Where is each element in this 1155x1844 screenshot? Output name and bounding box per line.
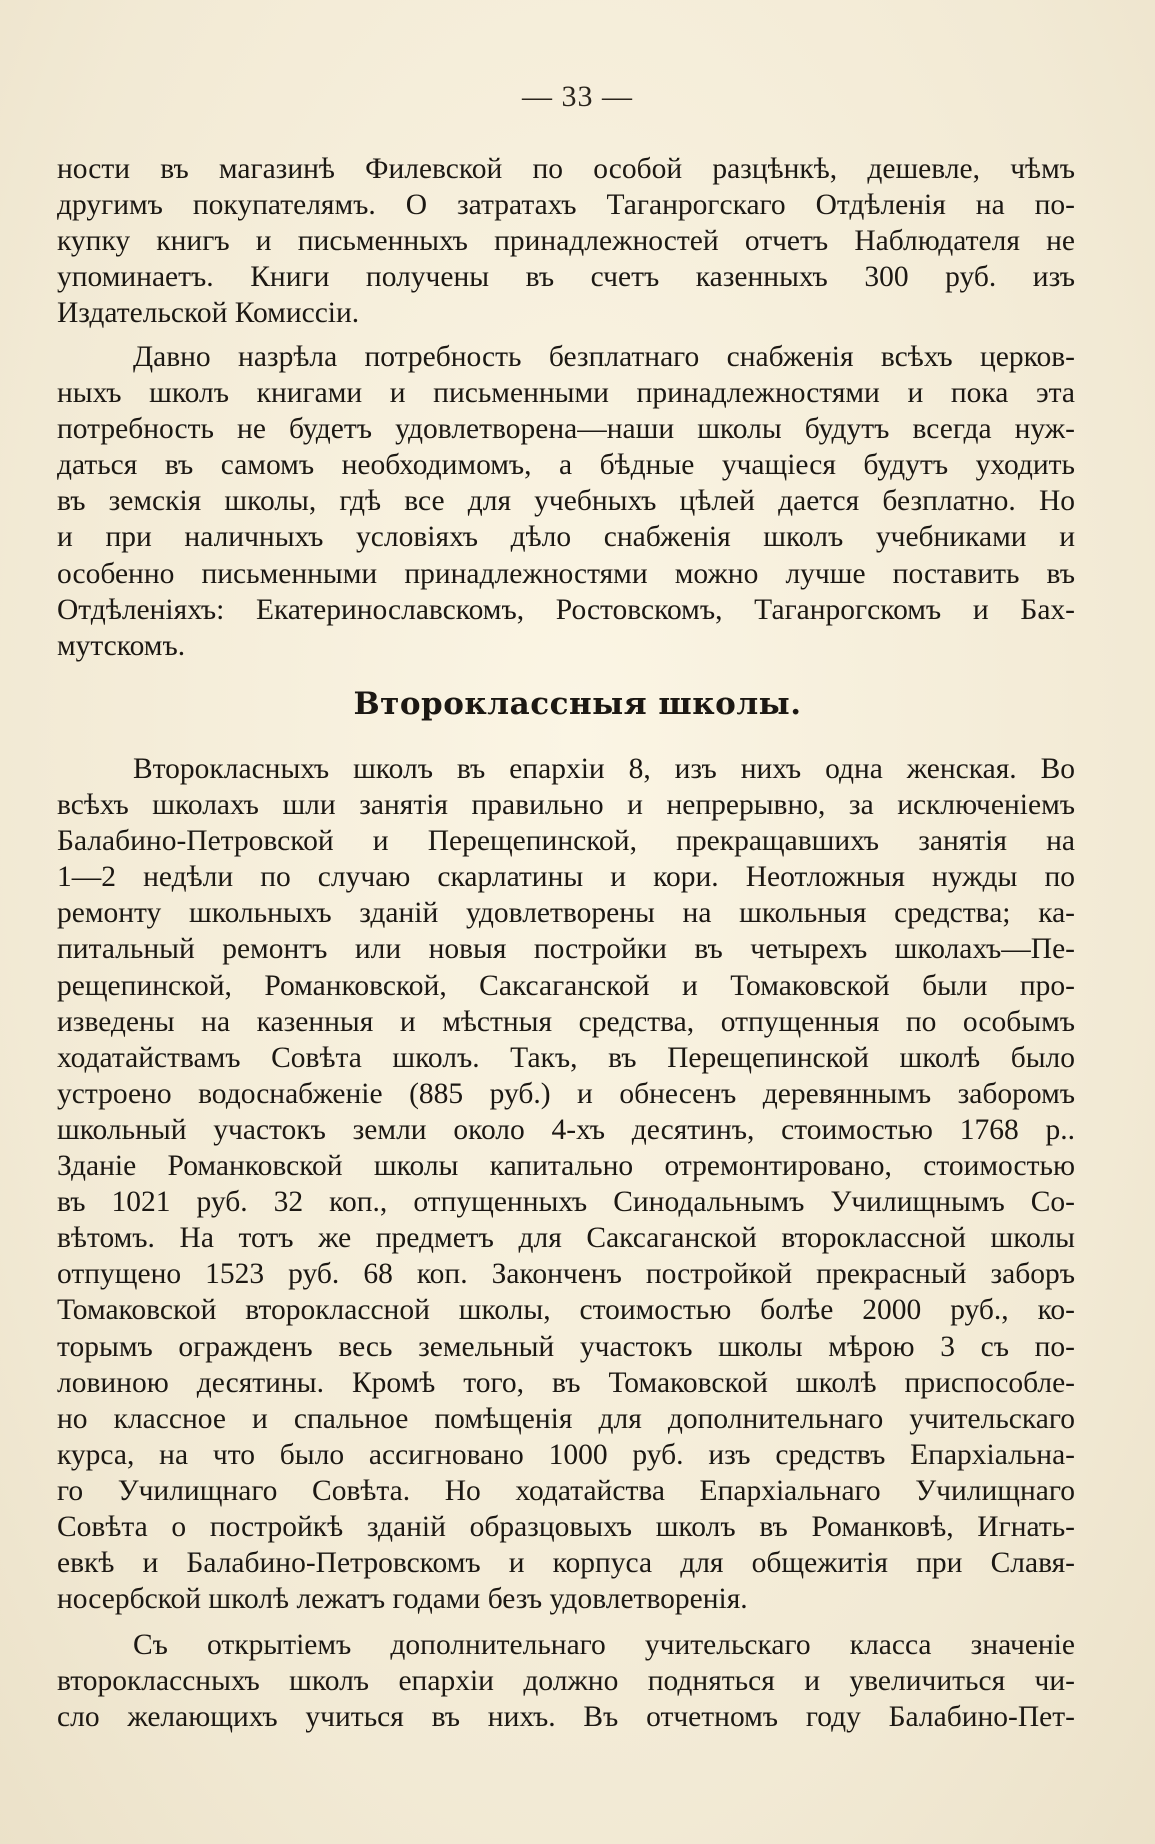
text-line: торымъ огражденъ весь земельный участокъ школы мѣрою 3 съ по- bbox=[57, 1330, 1075, 1363]
text-line: устроено водоснабженіе (885 руб.) и обнесенъ деревяннымъ заборомъ bbox=[57, 1077, 1075, 1110]
text-line: Совѣта о постройкѣ зданій образцовыхъ школъ въ Романковѣ, Игнать- bbox=[57, 1510, 1075, 1543]
text-line: даться въ самомъ необходимомъ, а бѣдные учащіеся будутъ уходить bbox=[57, 449, 1075, 482]
text-line: Отдѣленіяхъ: Екатеринославскомъ, Ростовскомъ, Таганрогскомъ и Бах- bbox=[57, 593, 1075, 626]
text-line: ности въ магазинѣ Филевской по особой разцѣнкѣ, дешевле, чѣмъ bbox=[57, 153, 1075, 185]
text-line: ловиною десятины. Кромѣ того, въ Томаковской школѣ приспособле- bbox=[57, 1366, 1075, 1399]
text-line: потребность не будетъ удовлетворена—наши школы будутъ всегда нуж- bbox=[57, 413, 1075, 446]
text-line: особенно письменными принадлежностями можно лучше поставить въ bbox=[57, 557, 1075, 590]
text-line: Зданіе Романковской школы капитально отремонтировано, стоимостью bbox=[57, 1150, 1075, 1183]
text-line: ныхъ школъ книгами и письменными принадлежностями и пока эта bbox=[57, 377, 1075, 410]
text-line: школьный участокъ земли около 4-хъ десятинъ, стоимостью 1768 р.. bbox=[57, 1113, 1075, 1146]
text-line: отпущено 1523 руб. 68 коп. Законченъ постройкой прекрасный заборъ bbox=[57, 1258, 1075, 1291]
text-line: Второкласныхъ школъ въ епархіи 8, изъ нихъ одна женская. Во bbox=[133, 753, 1075, 785]
text-line: сло желающихъ учиться въ нихъ. Въ отчетномъ году Балабино-Пет- bbox=[57, 1701, 1075, 1734]
text-line: го Училищнаго Совѣта. Но ходатайства Епархіальнаго Училищнаго bbox=[57, 1474, 1075, 1507]
section-heading: Второклассныя школы. bbox=[353, 686, 802, 722]
text-line: мутскомъ. bbox=[57, 629, 186, 662]
paragraph-1 bbox=[57, 151, 1075, 331]
text-line: купку книгъ и письменныхъ принадлежностей отчетъ Наблюдателя не bbox=[57, 225, 1075, 258]
text-line: рещепинской, Романковской, Саксаганской и Томаковской были про- bbox=[57, 969, 1075, 1002]
paragraph-4 bbox=[57, 1627, 1075, 1735]
text-line: Балабино-Петровской и Перещепинской, прекращавшихъ занятія на bbox=[57, 825, 1075, 858]
paragraph-2 bbox=[57, 339, 1075, 664]
text-line: евкѣ и Балабино-Петровскомъ и корпуса для общежитія при Славя- bbox=[57, 1547, 1075, 1580]
text-line: всѣхъ школахъ шли занятія правильно и непрерывно, за исключеніемъ bbox=[57, 789, 1075, 822]
paragraph-3 bbox=[57, 751, 1075, 1617]
text-line: и при наличныхъ условіяхъ дѣло снабженія школъ учебниками и bbox=[57, 521, 1075, 554]
text-line: въ земскія школы, гдѣ все для учебныхъ цѣлей дается безплатно. Но bbox=[57, 485, 1075, 518]
text-line: вѣтомъ. На тотъ же предметъ для Саксаганской второклассной школы bbox=[57, 1222, 1075, 1255]
text-line: ремонту школьныхъ зданій удовлетворены на школьныя средства; ка- bbox=[57, 897, 1075, 930]
text-line: 1—2 недѣли по случаю скарлатины и кори. Неотложныя нужды по bbox=[57, 861, 1075, 894]
text-line: упоминаетъ. Книги получены въ счетъ казенныхъ 300 руб. изъ bbox=[57, 261, 1075, 294]
text-line: другимъ покупателямъ. О затратахъ Таганрогскаго Отдѣленія на по- bbox=[57, 189, 1075, 222]
text-line: въ 1021 руб. 32 коп., отпущенныхъ Синодальнымъ Училищнымъ Со- bbox=[57, 1186, 1075, 1219]
text-line: Томаковской второклассной школы, стоимостью болѣе 2000 руб., ко- bbox=[57, 1294, 1075, 1327]
text-line: изведены на казенныя и мѣстныя средства, отпущенныя по особымъ bbox=[57, 1005, 1075, 1038]
page-number: — 33 — bbox=[522, 80, 633, 113]
text-line: второклассныхъ школъ епархіи должно подняться и увеличиться чи- bbox=[57, 1665, 1075, 1698]
text-line: Съ открытіемъ дополнительнаго учительскаго класса значеніе bbox=[133, 1629, 1075, 1661]
text-line: Давно назрѣла потребность безплатнаго снабженія всѣхъ церков- bbox=[133, 341, 1075, 373]
text-line: носербской школѣ лежатъ годами безъ удовлетворенія. bbox=[57, 1583, 748, 1616]
text-line: но классное и спальное помѣщенія для дополнительнаго учительскаго bbox=[57, 1402, 1075, 1435]
text-line: Издательской Комиссіи. bbox=[57, 297, 360, 330]
text-line: питальный ремонтъ или новыя постройки въ четырехъ школахъ—Пе- bbox=[57, 933, 1075, 966]
text-line: ходатайствамъ Совѣта школъ. Такъ, въ Перещепинской школѣ было bbox=[57, 1041, 1075, 1074]
text-line: курса, на что было ассигновано 1000 руб. изъ средствъ Епархіальна- bbox=[57, 1438, 1075, 1471]
